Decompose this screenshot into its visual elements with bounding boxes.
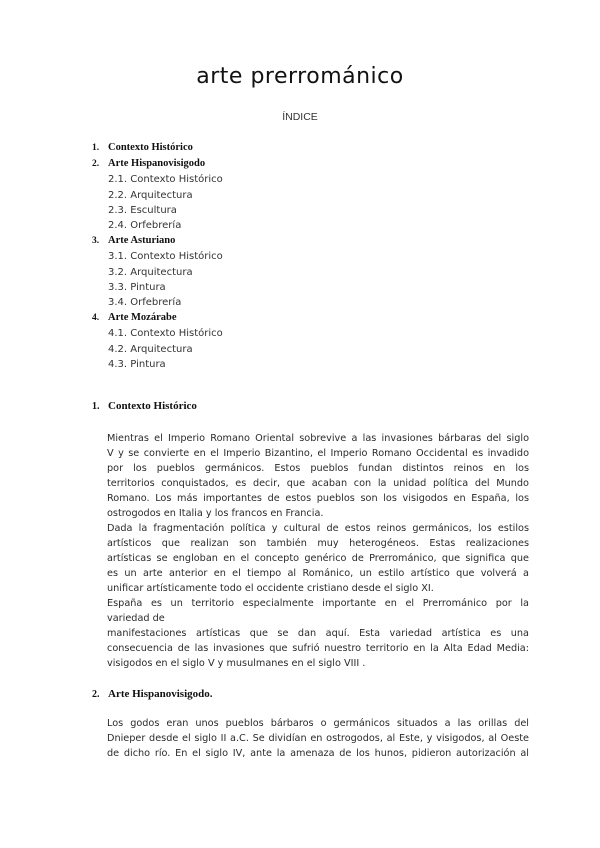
toc-subsection-3-4[interactable]: 3.4. Orfebrería [108,297,182,309]
body-line: territorios conquistados, es decir, que acaban con la unidad política del Mundo [107,478,529,489]
document-title: arte prerrománico [196,64,404,89]
section-2-number: 2. [92,689,100,700]
toc-subsection-4-3[interactable]: 4.3. Pintura [108,358,166,370]
toc-section-number: 1. [92,143,100,153]
toc-section-label: Arte Hispanovisigodo [108,158,206,170]
body-line: consecuencia de las invasiones que sufrió nuestro territorio en la Alta Edad Media: [107,643,529,654]
toc-subsection-3-1[interactable]: 3.1. Contexto Histórico [108,251,223,263]
toc-subsection-4-1[interactable]: 4.1. Contexto Histórico [108,328,223,340]
section-2-title: Arte Hispanovisigodo. [108,688,213,700]
body-line: por los pueblos germánicos. Estos pueblos fundan distintos reinos en los [107,463,529,474]
body-line: artísticas se engloban en el concepto genérico de Prerrománico, que significa que [107,553,529,564]
toc-section-2[interactable] [92,156,532,172]
body-line: V y se convierte en el Imperio Bizantino, el Imperio Romano Occidental es invadido [107,448,529,459]
toc-section-4[interactable] [92,310,532,326]
toc-subsection-2-3[interactable]: 2.3. Escultura [108,204,177,216]
section-2-heading [92,688,213,700]
body-line: Mientras el Imperio Romano Oriental sobrevive a las invasiones bárbaras del siglo [107,433,529,444]
body-line: Dada la fragmentación política y cultural de estos reinos germánicos, los estilos [107,523,529,534]
body-line: variedad de [107,613,165,624]
table-of-contents [92,140,532,372]
section-1-heading [92,400,197,412]
body-line: es un arte anterior en el tiempo al Románico, un estilo artístico que volverá a [107,568,529,579]
body-line: artísticos que realizan son también muy heterogéneos. Estas realizaciones [107,538,529,549]
toc-section-label: Contexto Histórico [108,142,193,153]
toc-section-number: 3. [92,236,100,247]
section-2-body [107,716,529,761]
toc-section-1[interactable] [92,140,532,156]
toc-subsection-2-4[interactable]: 2.4. Orfebrería [108,220,182,232]
toc-subsection-2-1[interactable]: 2.1. Contexto Histórico [108,174,223,186]
body-line: España es un territorio especialmente importante en el Prerrománico por la [107,598,529,609]
body-line: Romano. Los más importantes de estos pueblos son los visigodos en España, los [107,493,529,504]
toc-subsection-2-2[interactable]: 2.2. Arquitectura [108,189,193,201]
body-line: de dicho río. En el siglo IV, ante la amenaza de los hunos, pidieron autorización al [107,748,529,759]
body-line: ostrogodos en Italia y los francos en Francia. [107,508,324,519]
toc-subsection-3-3[interactable]: 3.3. Pintura [108,281,166,293]
body-line: visigodos en el siglo V y musulmanes en el siglo VIII . [107,658,366,669]
section-1-body [107,431,529,671]
body-line: Los godos eran unos pueblos bárbaros o germánicos situados a las orillas del [107,718,529,729]
body-line: unificar artísticamente todo el occidente cristiano desde el siglo XI. [107,583,434,594]
section-1-title: Contexto Histórico [108,400,197,412]
body-line: Dnieper desde el siglo II a.C. Se dividían en ostrogodos, al Este, y visigodos, al Oeste [107,733,529,744]
toc-section-number: 2. [92,159,100,170]
section-1-number: 1. [92,401,100,412]
toc-subsection-3-2[interactable]: 3.2. Arquitectura [108,266,193,278]
toc-section-3[interactable] [92,233,532,249]
body-line: manifestaciones artísticas que se dan aquí. Esta variedad artística es una [107,628,529,639]
toc-section-number: 4. [92,313,100,324]
toc-section-label: Arte Asturiano [108,235,176,247]
toc-subsection-4-2[interactable]: 4.2. Arquitectura [108,343,193,355]
toc-heading: ÍNDICE [282,111,318,123]
toc-section-label: Arte Mozárabe [108,312,177,324]
